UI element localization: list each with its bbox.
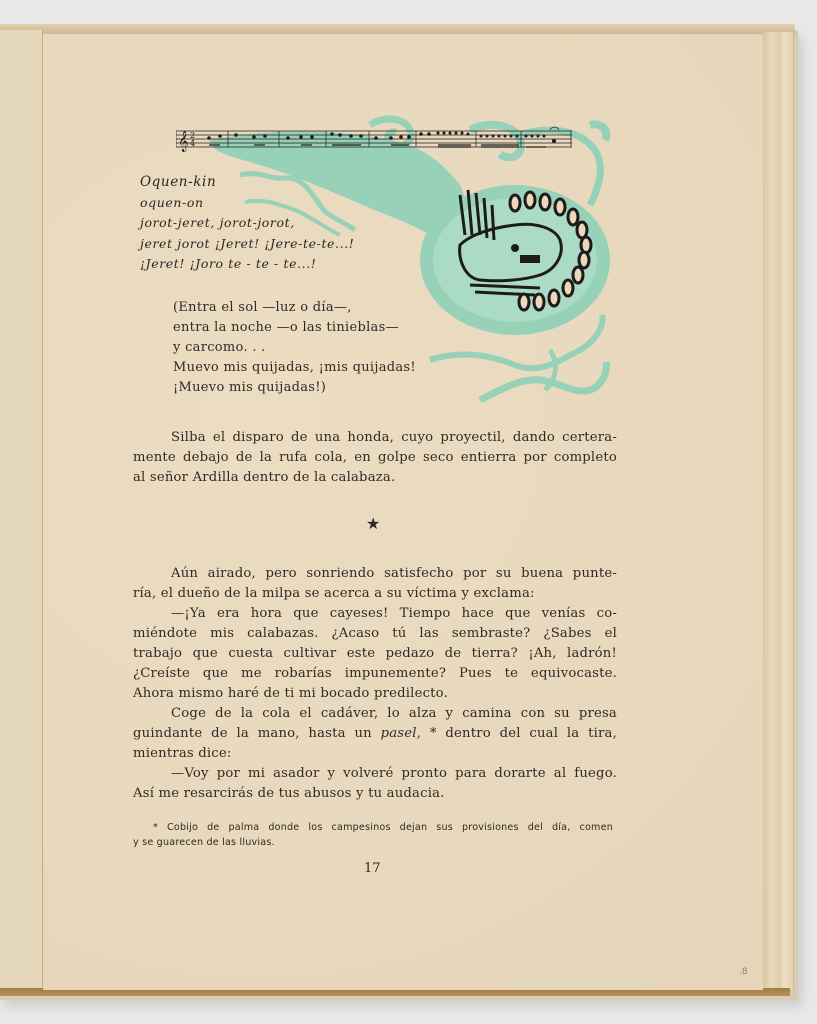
footnote-line: y se guarecen de las lluvias. [133, 837, 275, 848]
text-line: trabajo que cuesta cultivar este pedazo de tierra? ¡Ah, ladrón! [133, 646, 617, 661]
paragraph-2 [133, 564, 617, 804]
verse-line: jeret jorot ¡Jeret! ¡Jere-te-te...! [140, 235, 355, 251]
text-line: mientras dice: [133, 746, 232, 761]
text-fragment: , * dentro del cual la tira, [416, 726, 617, 741]
verse-line: y carcomo. . . [173, 340, 266, 355]
italic-word-pasel: pasel [380, 726, 417, 741]
verse-line: entra la noche —o las tinieblas— [173, 320, 399, 335]
text-line: mente debajo de la rufa cola, en golpe seco entierra por completo [133, 450, 617, 465]
verse-line: ¡Muevo mis quijadas!) [173, 380, 327, 395]
verse-line: jorot-jeret, jorot-jorot, [140, 215, 295, 230]
svg-text:𝄞: 𝄞 [178, 131, 189, 152]
page-number: 17 [364, 861, 381, 876]
verse-upright [173, 298, 416, 398]
verse-line: Oquen-kin [140, 174, 217, 190]
text-line: Ahora mismo haré de ti mi bocado predilecto. [133, 686, 448, 701]
text-line: —¡Ya era hora que cayeses! Tiempo hace que venías co- [171, 606, 617, 621]
text-fragment: guindante de la mano, hasta un [133, 726, 372, 741]
text-line: miéndote mis calabazas. ¿Acaso tú las sembraste? ¿Sabes el [133, 626, 617, 641]
verse-italic [140, 172, 354, 275]
left-page-edge [0, 30, 43, 995]
verse-line: Muevo mis quijadas, ¡mis quijadas! [173, 360, 416, 375]
corner-mark: .8 [739, 967, 748, 977]
text-line: ría, el dueño de la milpa se acerca a su víctima y exclama: [133, 586, 535, 601]
music-staff [176, 125, 572, 153]
text-line: —Voy por mi asador y volveré pronto para dorarte al fuego. [171, 766, 617, 781]
text-line: Aún airado, pero sonriendo satisfecho por su buena punte- [171, 566, 617, 581]
text-line: al señor Ardilla dentro de la calabaza. [133, 470, 396, 485]
svg-text:2: 2 [190, 131, 196, 140]
right-page-edges [763, 32, 794, 990]
verse-line: (Entra el sol —luz o día—, [173, 300, 352, 315]
text-line [133, 724, 617, 744]
text-line: Silba el disparo de una honda, cuyo proyectil, dando certera- [171, 430, 617, 445]
svg-text:4: 4 [190, 139, 196, 148]
text-line: Así me resarcirás de tus abusos y tu audacia. [133, 786, 445, 801]
text-line: Coge de la cola el cadáver, lo alza y camina con su presa [171, 706, 617, 721]
verse-line: oquen-on [140, 194, 204, 210]
star-separator-icon: ★ [366, 514, 381, 533]
footnote [133, 820, 613, 850]
text-line: ¿Creíste que me robarías impunemente? Pues te equivocaste. [133, 666, 617, 681]
footnote-line: * Cobijo de palma donde los campesinos dejan sus provisiones del día, comen [153, 822, 613, 833]
verse-line: ¡Jeret! ¡Joro te - te - te...! [140, 256, 317, 271]
paragraph-1 [133, 428, 617, 488]
